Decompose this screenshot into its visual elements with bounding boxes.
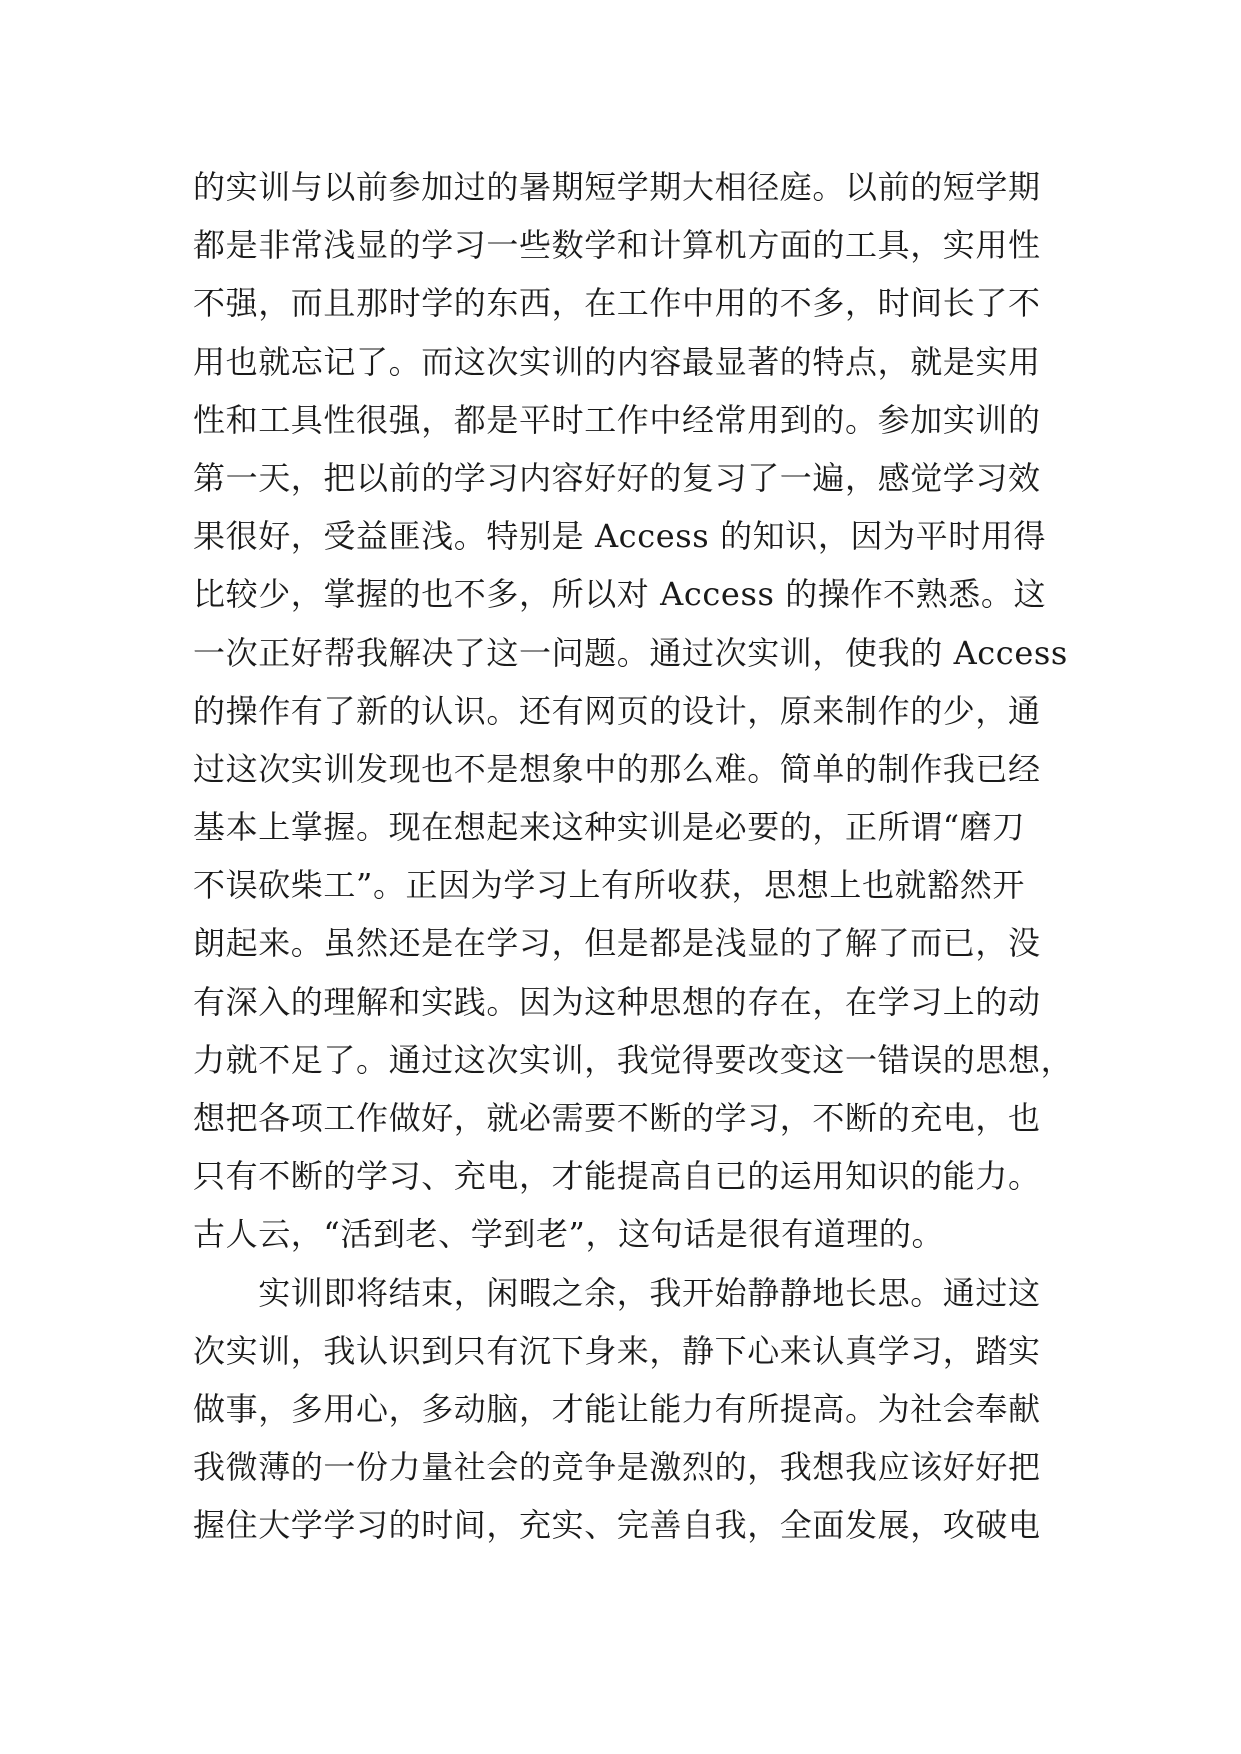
text-line: 比较少，掌握的也不多，所以对 Access 的操作不熟悉。这 xyxy=(193,575,1047,614)
body-text xyxy=(193,158,1073,1555)
text-line: 的实训与以前参加过的暑期短学期大相径庭。以前的短学期 xyxy=(193,168,1041,206)
text-line: 力就不足了。通过这次实训，我觉得要改变这一错误的思想， xyxy=(193,1040,1074,1079)
text-line: 的操作有了新的认识。还有网页的设计，原来制作的少，通 xyxy=(193,691,1041,730)
text-line: 想把各项工作做好，就必需要不断的学习，不断的充电，也 xyxy=(193,1099,1041,1137)
text-line: 只有不断的学习、充电，才能提高自已的运用知识的能力。 xyxy=(193,1157,1041,1196)
text-line: 朗起来。虽然还是在学习，但是都是浅显的了解了而已，没 xyxy=(193,924,1041,963)
text-line: 用也就忘记了。而这次实训的内容最显著的特点，就是实用 xyxy=(193,342,1041,381)
text-line: 都是非常浅显的学习一些数学和计算机方面的工具，实用性 xyxy=(193,226,1041,265)
text-line: 次实训，我认识到只有沉下身来，静下心来认真学习，踏实 xyxy=(193,1331,1041,1370)
text-line: 果很好，受益匪浅。特别是 Access 的知识，因为平时用得 xyxy=(193,517,1047,556)
text-line: 有深入的理解和实践。因为这种思想的存在，在学习上的动 xyxy=(193,982,1041,1021)
text-line: 第一天，把以前的学习内容好好的复习了一遍，感觉学习效 xyxy=(193,458,1041,497)
text-line: 古人云，“活到老、学到老”，这句话是很有道理的。 xyxy=(193,1215,945,1254)
text-line: 一次正好帮我解决了这一问题。通过次实训，使我的 Access xyxy=(193,633,1068,672)
text-line: 握住大学学习的时间，充实、完善自我，全面发展，攻破电 xyxy=(193,1506,1041,1545)
text-line: 不误砍柴工”。正因为学习上有所收获，思想上也就豁然开 xyxy=(193,866,1025,905)
text-line: 基本上掌握。现在想起来这种实训是必要的，正所谓“磨刀 xyxy=(193,808,1025,847)
text-line: 我微薄的一份力量社会的竞争是激烈的，我想我应该好好把 xyxy=(193,1448,1041,1487)
text-line: 做事，多用心，多动脑，才能让能力有所提高。为社会奉献 xyxy=(193,1389,1041,1428)
paragraph-start-line: 实训即将结束，闲暇之余，我开始静静地长思。通过这 xyxy=(193,1273,1041,1312)
text-line: 性和工具性很强，都是平时工作中经常用到的。参加实训的 xyxy=(193,400,1041,439)
text-line: 不强，而且那时学的东西，在工作中用的不多，时间长了不 xyxy=(193,284,1041,323)
text-line: 过这次实训发现也不是想象中的那么难。简单的制作我已经 xyxy=(193,749,1041,788)
